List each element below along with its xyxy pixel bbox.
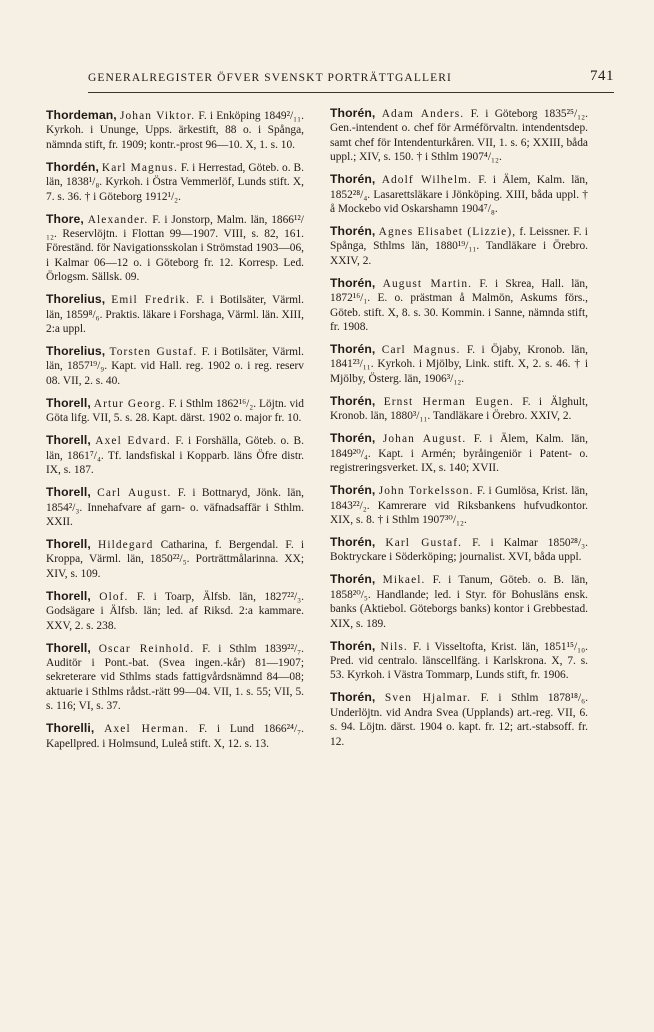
entry-surname: Thorén,	[330, 393, 376, 408]
entry-given-names: Axel Edvard.	[95, 435, 171, 448]
entry-given-names: Carl August.	[97, 487, 172, 500]
entry-given-names: Artur Georg.	[93, 397, 166, 410]
entry-given-names: August Martin.	[382, 277, 473, 290]
entry-surname: Thorell,	[46, 588, 91, 603]
entry-biography: F. i Botilsäter, Värml. län, 1859⁸/₆. Praktis. läkare i Forshaga, Värml. län. XIII, 2:a uppl.	[46, 294, 304, 336]
register-entry	[330, 106, 588, 165]
entry-given-names: Adolf Wilhelm.	[381, 174, 472, 187]
entry-surname: Thorell,	[46, 485, 91, 500]
entry-biography: F. i Älem, Kalm. län, 1849²⁰/₄. Kapt. i Armén; byråingeniör i Patent- o. registreringsverket. IX, s. 140; XVII.	[330, 433, 588, 475]
entry-biography: F. i Herrestad, Göteb. o. B. län, 1838¹/₈. Kyrkoh. i Östra Vemmerlöf, Lunds stift. X, 7. s. 36. † i Göteborg 1912¹/₂.	[46, 161, 304, 203]
register-entry	[330, 276, 588, 335]
register-entry	[46, 721, 304, 751]
register-entry	[330, 483, 588, 527]
entry-surname: Thorelli,	[46, 721, 95, 736]
entry-given-names: Carl Magnus.	[381, 344, 461, 357]
entry-given-names: Axel Herman.	[104, 723, 189, 736]
register-entry	[46, 537, 304, 581]
entry-biography: F. i Enköping 1849²/₁₁. Kyrkoh. i Ununge, Upps. ärkestift, 88 o. i Spånga, nämnda stift, fr. 1909; kontr.-prost 96—10. X, 1. s. 10.	[46, 110, 304, 151]
entry-given-names: Johan August.	[382, 433, 467, 446]
register-entry	[330, 431, 588, 475]
entry-given-names: Alexander.	[87, 213, 149, 226]
entry-biography: F. i Göteborg 1835²⁵/₁₂. Gen.-intendent o. chef för Arméförvaltn. intendentsdep. samt chef för Intendenturkåren. VII, 1. s. 6; XXIII, båda uppl.; XIV, s. 150. † i Sthlm 1907⁴/₁₂.	[330, 108, 588, 164]
register-entry	[330, 342, 588, 386]
entry-surname: Thorell,	[46, 395, 91, 410]
register-entry	[46, 641, 304, 714]
register-entry	[330, 224, 588, 268]
entry-surname: Thordeman,	[46, 108, 117, 122]
entry-biography: F. i Jonstorp, Malm. län, 1866¹²/₁₂. Reservlöjtn. i Flottan 99—1907. VIII, s. 82, 161. Föreständ. för Navigationsskolan i Strömstad 1903—06, i Kalmar 06—12 o. i Göteborg fr. 12. Korresp. Led. Örlogsm. Sällsk. 09.	[46, 213, 304, 284]
entry-surname: Thorén,	[330, 431, 376, 446]
register-entry	[46, 344, 304, 388]
entry-surname: Thorén,	[330, 342, 376, 357]
entry-biography: F. i Bottnaryd, Jönk. län, 1854²/₃. Innehafvare af garn- o. väfnadsaffär i Sthlm. XXII.	[46, 487, 304, 528]
register-entry	[46, 108, 304, 152]
entry-given-names: Karl Gustaf.	[385, 536, 463, 549]
entry-given-names: Johan Viktor.	[119, 110, 196, 122]
entry-biography: F. i Forshälla, Göteb. o. B. län, 1861⁷/₄. Tf. landsfiskal i Kopparb. läns Öfre distr. IX, s. 187.	[46, 435, 304, 477]
register-entry	[46, 589, 304, 633]
entry-given-names: Oscar Reinhold.	[98, 642, 195, 655]
entry-surname: Thorén,	[330, 224, 376, 239]
entry-given-names: Sven Hjalmar.	[384, 692, 472, 705]
entry-surname: Thorell,	[46, 640, 91, 655]
entry-biography: Catharina, f. Bergendal. F. i Kroppa, Värml. län, 1850²²/₅. Porträttmålarinna. XX; XIV, s. 109.	[46, 538, 304, 580]
entry-given-names: Karl Magnus.	[101, 161, 178, 174]
entry-biography: F. i Lund 1866²⁴/₇. Kapellpred. i Holmsund, Luleå stift. X, 12. s. 13.	[46, 723, 304, 750]
entry-given-names: John Torkelsson.	[378, 485, 474, 498]
left-column	[46, 108, 304, 759]
entry-biography: F. i Tanum, Göteb. o. B. län, 1858²⁰/₅. Handlande; led. i Styr. för Bohusläns ensk. banks (Aktiebol. Göteborgs banks) kontor i Grebbestad. XIX, s. 189.	[330, 574, 588, 630]
register-entry	[330, 639, 588, 683]
register-entry	[330, 572, 588, 631]
entry-surname: Thorén,	[330, 275, 376, 290]
entry-surname: Thorén,	[330, 483, 376, 498]
right-column	[330, 106, 588, 757]
entry-given-names: Adam Anders.	[381, 108, 465, 120]
register-entry	[330, 172, 588, 216]
entry-surname: Thordén,	[46, 159, 99, 174]
entry-surname: Thorelius,	[46, 344, 106, 359]
entry-biography: F. i Skrea, Hall. län, 1872¹⁶/₁. E. o. prästman å Malmön, Askums förs., Göteb. stift. X, 8. s. 30. Kommin. i Sanne, nämnda stift, fr. 1908.	[330, 277, 588, 334]
entry-given-names: Mikael.	[382, 574, 426, 587]
entry-given-names: Torsten Gustaf.	[109, 346, 198, 359]
entry-given-names: Emil Fredrik.	[111, 294, 191, 307]
register-entry	[330, 690, 588, 749]
entry-surname: Thorén,	[330, 106, 376, 120]
entry-surname: Thorén,	[330, 172, 376, 187]
entry-biography: F. i Öjaby, Kronob. län, 1841²³/₁₁. Kyrkoh. i Mjölby, Link. stift. X, 2. s. 46. † i Mjölby, Österg. län, 1906³/₁₂.	[330, 344, 588, 385]
entry-biography: F. i Älem, Kalm. län, 1852²⁸/₄. Lasarettsläkare i Jönköping. XIII, båda uppl. † å Mockebo vid Oskarshamn 1904⁷/₈.	[330, 174, 588, 216]
entry-biography: F. i Gumlösa, Krist. län, 1843²²/₂. Kamrerare vid Riksbankens hufvudkontor. XIX, s. 8. † i Sthlm 1907³⁰/₁₂.	[330, 485, 588, 526]
entry-biography: F. i Visseltofta, Krist. län, 1851¹⁵/₁₀. Pred. vid centralo. länscellfäng. i Karlskrona. X, 7. s. 53. Kyrkoh. i Västra Tommarp, Lunds stift, fr. 1906.	[330, 640, 588, 682]
entry-biography: F. i Kalmar 1850²⁸/₃. Boktryckare i Söderköping; journalist. XVI, båda uppl.	[330, 536, 588, 564]
entry-biography: F. i Toarp, Älfsb. län, 1827²²/₃. Godsägare i Älfsb. län; led. af Riksd. 2:a kammare. XXV, 2. s. 238.	[46, 590, 304, 632]
entry-biography: F. i Älghult, Kronob. län, 1880³/₁₁. Tandläkare i Örebro. XXIV, 2.	[330, 395, 588, 423]
register-entry	[46, 212, 304, 285]
entry-biography: F. i Sthlm 1878¹⁸/₆. Underlöjtn. vid Andra Svea (Upplands) art.-reg. VII, 6. s. 94. Löjtn. därst. 1904 o. kapt. fr. 12; art.-stabsoff. fr. 12.	[330, 692, 588, 748]
entry-biography: F. i Botilsäter, Värml. län, 1857¹⁹/₉. Kapt. vid Hall. reg. 1902 o. i reg. reserv 08. VII, 2. s. 40.	[46, 346, 304, 387]
entry-surname: Thorén,	[330, 638, 376, 653]
register-entry	[46, 396, 304, 426]
register-entry	[46, 433, 304, 477]
register-entry	[330, 535, 588, 565]
entry-surname: Thorén,	[330, 690, 376, 705]
entry-surname: Thore,	[46, 211, 84, 226]
entry-surname: Thorén,	[330, 572, 376, 587]
entry-surname: Thorell,	[46, 433, 91, 448]
entry-surname: Thorelius,	[46, 292, 106, 307]
header-title: GENERALREGISTER ÖFVER SVENSKT PORTRÄTTGALLERI	[88, 72, 452, 84]
entry-given-names: Ernst Herman Eugen.	[383, 395, 514, 408]
entry-given-names: Nils.	[380, 640, 408, 653]
register-entry	[330, 394, 588, 424]
register-entry	[46, 160, 304, 204]
entry-given-names: Hildegard	[98, 538, 154, 551]
register-entry	[46, 485, 304, 529]
entry-surname: Thorell,	[46, 536, 91, 551]
entry-biography: f. Leissner. F. i Spånga, Sthlms län, 1880¹⁹/₁₁. Tandläkare i Örebro. XXIV, 2.	[330, 226, 588, 267]
header-rule	[88, 92, 614, 93]
entry-given-names: Agnes Elisabet (Lizzie),	[378, 226, 517, 239]
running-header	[88, 68, 614, 90]
entry-biography: F. i Sthlm 1839²²/₇. Auditör i Pont.-bat. (Svea ingen.-kår) 81—1907; sekreterare vid Sthlms stads fattigvårdsnämnd 84—08; aktuarie i Sthlms rådst.-rätt 99—04. VII, 1. s. 55; VII, 5. s. 116; VI, s. 37.	[46, 642, 304, 713]
entry-given-names: Olof.	[99, 590, 129, 603]
entry-surname: Thorén,	[330, 534, 376, 549]
register-entry	[46, 292, 304, 336]
entry-biography: F. i Sthlm 1862¹⁶/₂. Löjtn. vid Göta lifg. VII, 5. s. 28. Kapt. därst. 1902 o. major fr. 10.	[46, 397, 304, 425]
page-number: 741	[590, 68, 614, 84]
